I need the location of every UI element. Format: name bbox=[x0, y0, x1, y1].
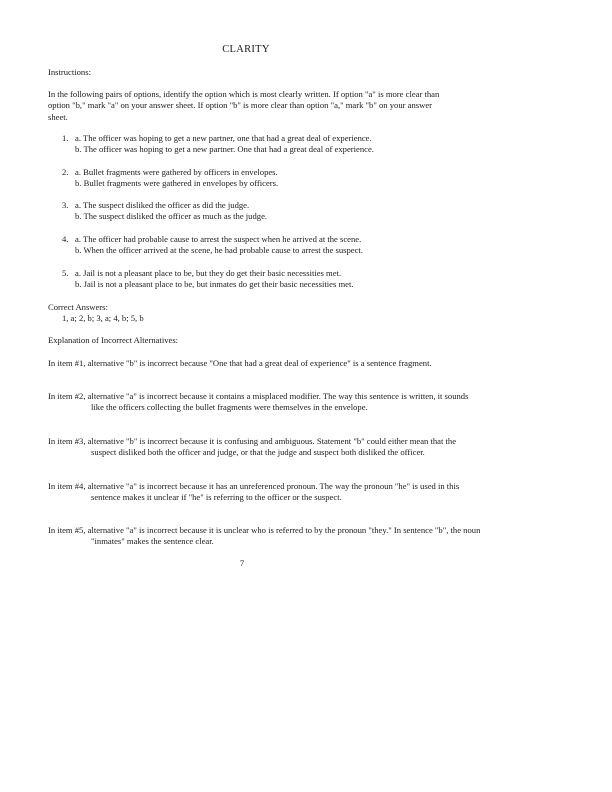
correct-answers-label: Correct Answers: bbox=[48, 302, 108, 312]
question-number: 4. bbox=[62, 234, 69, 244]
question-item bbox=[62, 268, 452, 291]
question-item bbox=[62, 234, 452, 257]
question-number: 1. bbox=[62, 133, 69, 143]
option-a: a. The suspect disliked the officer as did the judge. bbox=[75, 200, 250, 210]
explanation-item: In item #1, alternative "b" is incorrect because "One that had a great deal of experience" is a sentence fragment. bbox=[48, 358, 432, 368]
question-number: 2. bbox=[62, 167, 69, 177]
explanation-item: In item #2, alternative "a" is incorrect because it contains a misplaced modifier. The way this sentence is written, it sounds like the officers collecting the bullet fragments were themselves in the envelope. bbox=[48, 391, 469, 413]
option-b: b. When the officer arrived at the scene, he had probable cause to arrest the suspect. bbox=[75, 245, 363, 256]
question-number: 5. bbox=[62, 268, 69, 278]
question-item bbox=[62, 167, 452, 190]
correct-answers: 1, a; 2, b; 3, a; 4, b; 5, b bbox=[62, 313, 144, 323]
explanation-item: In item #4, alternative "a" is incorrect because it has an unreferenced pronoun. The way the pronoun "he" is used in this sentence makes it unclear if "he" is referring to the officer or the suspect. bbox=[48, 481, 460, 503]
option-b: b. Jail is not a pleasant place to be, but inmates do get their basic necessities met. bbox=[75, 279, 354, 290]
explanation-item: In item #3, alternative "b" is incorrect because it is confusing and ambiguous. Statement "b" could either mean that the suspect disliked both the officer and judge, or that the judge and suspect both disliked the officer. bbox=[48, 436, 457, 458]
option-a: a. The officer was hoping to get a new partner, one that had a great deal of experience. bbox=[75, 133, 372, 143]
option-a: a. Bullet fragments were gathered by officers in envelopes. bbox=[75, 167, 278, 177]
option-b: b. Bullet fragments were gathered in envelopes by officers. bbox=[75, 178, 279, 189]
instructions-text: In the following pairs of options, identify the option which is most clearly written. If option "a" is more clear than option "b," mark "a" on your answer sheet. If option "b" is more clear than option "a," mark "b" on your answer sheet. bbox=[48, 89, 440, 122]
option-b: b. The suspect disliked the officer as much as the judge. bbox=[75, 211, 268, 222]
explanation-item: In item #5, alternative "a" is incorrect because it is unclear who is referred to by the pronoun "they." In sentence "b", the noun "inmates" makes the sentence clear. bbox=[48, 525, 481, 547]
option-a: a. Jail is not a pleasant place to be, but they do get their basic necessities met. bbox=[75, 268, 342, 278]
instructions-label: Instructions: bbox=[48, 67, 91, 77]
page-title: CLARITY bbox=[222, 44, 270, 55]
question-item bbox=[62, 200, 452, 223]
option-a: a. The officer had probable cause to arrest the suspect when he arrived at the scene. bbox=[75, 234, 362, 244]
explanation-label: Explanation of Incorrect Alternatives: bbox=[48, 335, 179, 345]
question-number: 3. bbox=[62, 200, 69, 210]
question-item bbox=[62, 133, 452, 156]
option-b: b. The officer was hoping to get a new partner. One that had a great deal of experience. bbox=[75, 144, 374, 155]
page-number: 7 bbox=[239, 558, 245, 568]
